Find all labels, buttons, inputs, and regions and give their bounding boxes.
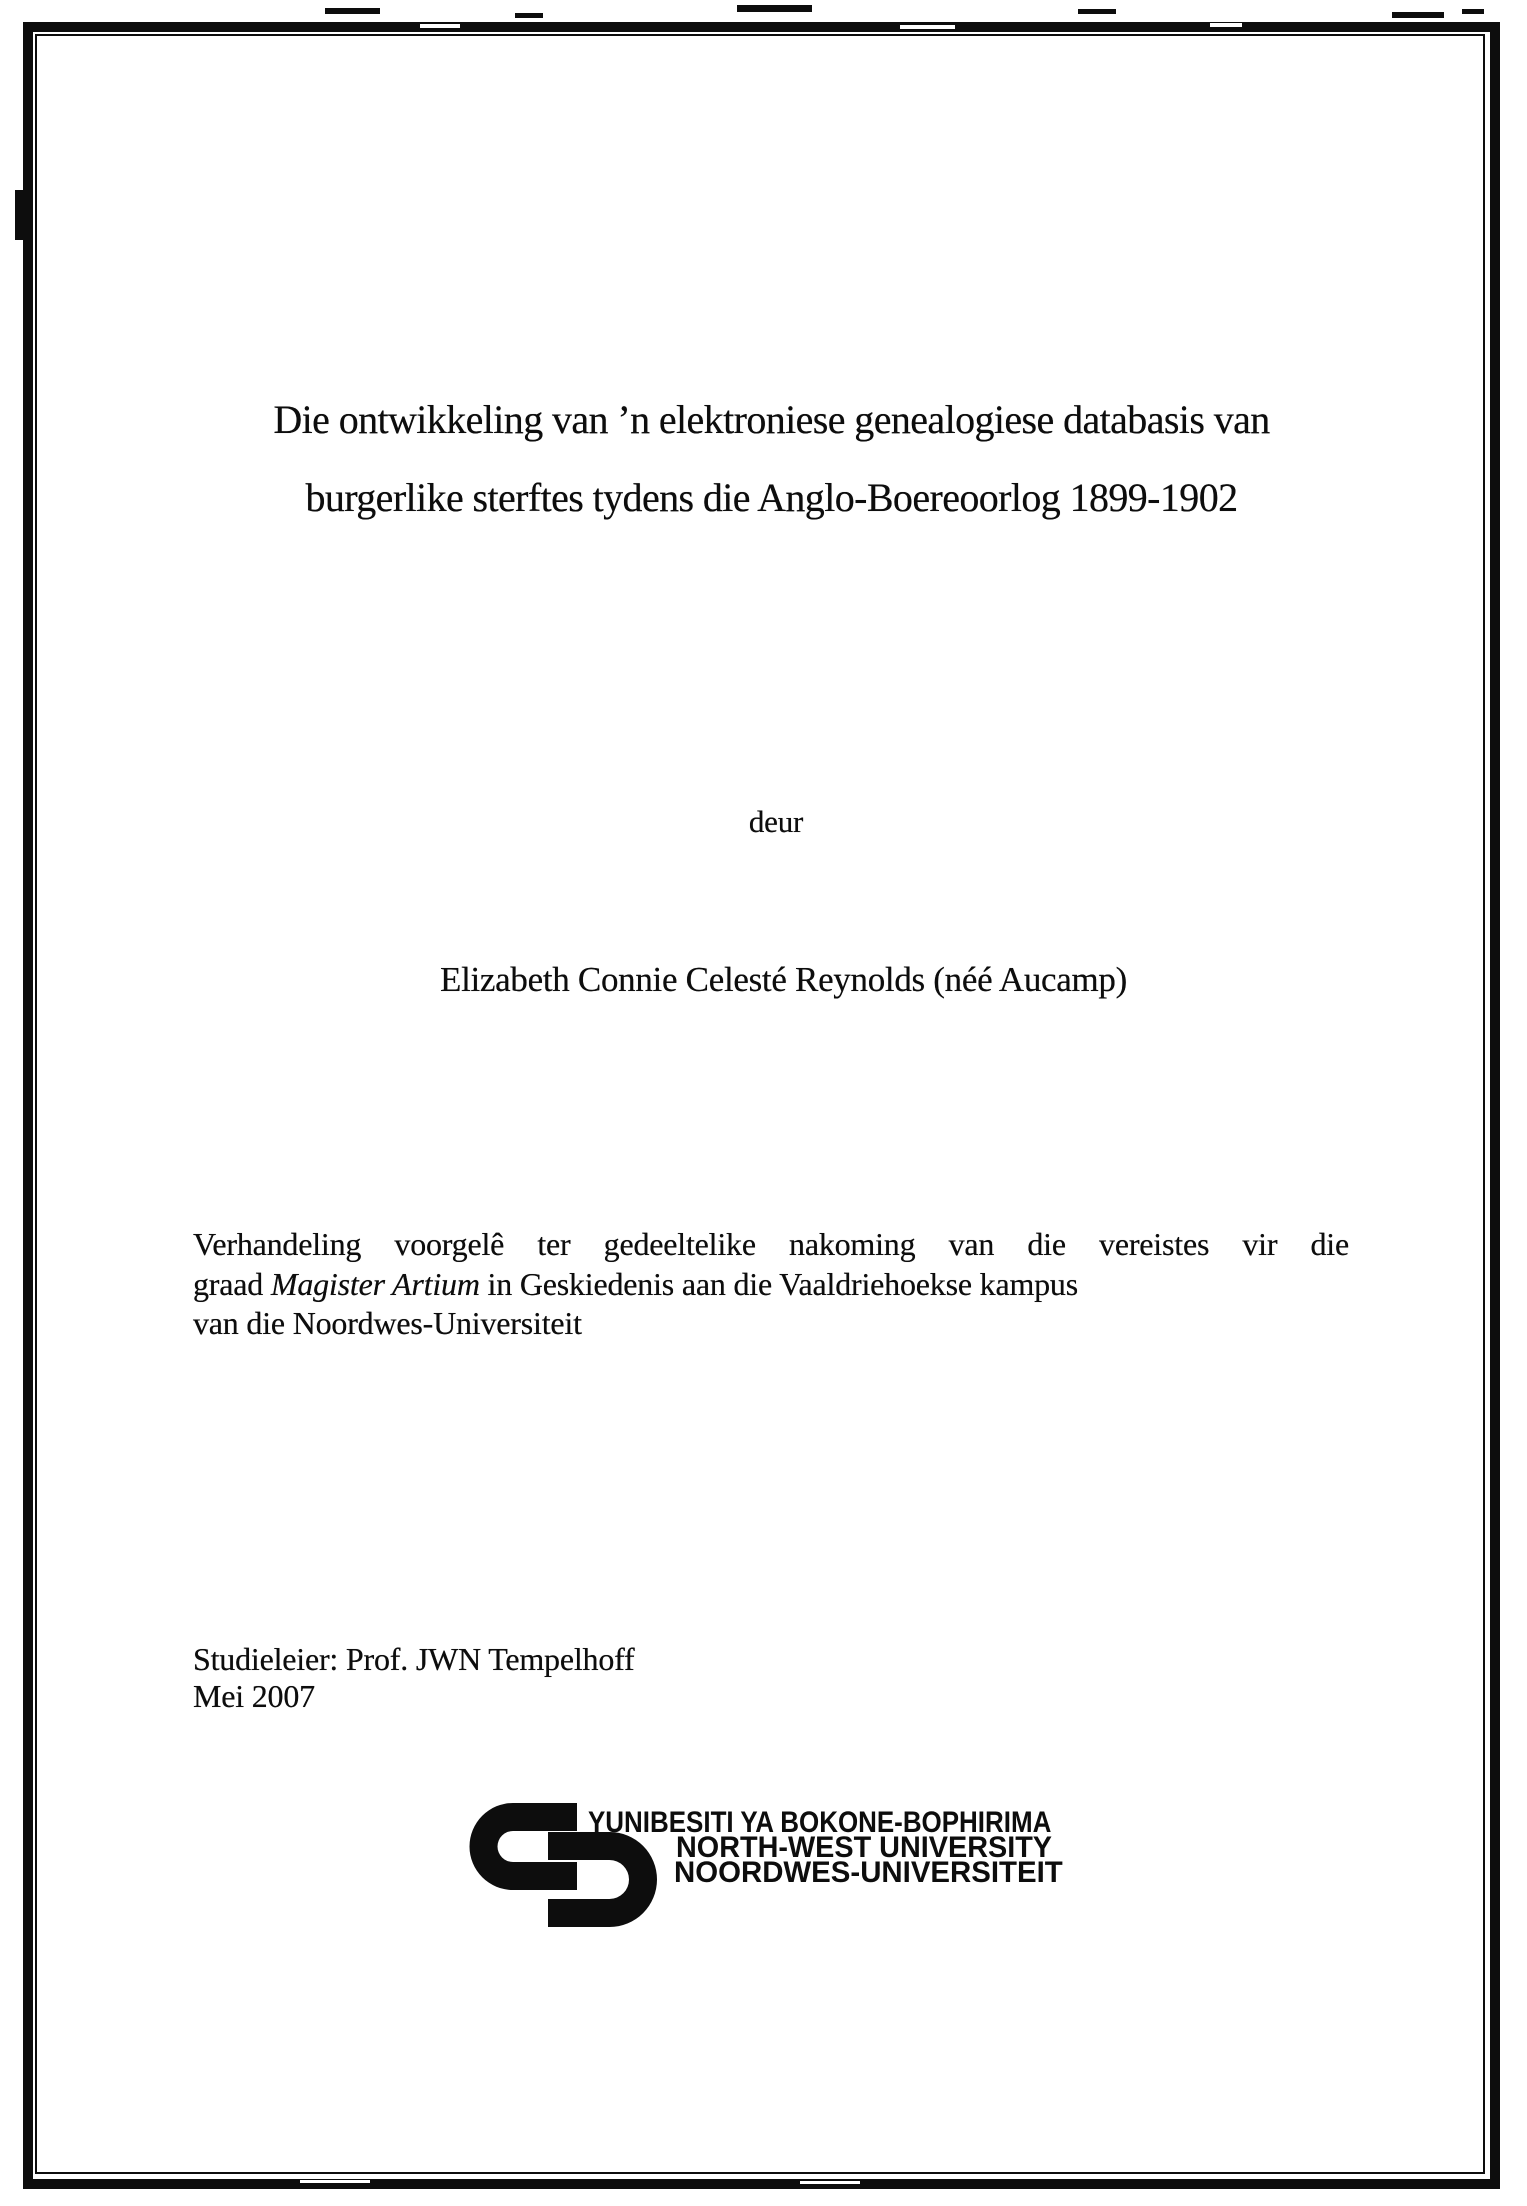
degree-line2-latin-title: Magister Artium bbox=[270, 1265, 480, 1302]
byline-deur: deur bbox=[748, 804, 804, 839]
scan-artifact bbox=[1078, 9, 1116, 14]
supervisor-block bbox=[193, 1641, 634, 1715]
scan-artifact bbox=[900, 25, 955, 29]
scan-artifact bbox=[737, 5, 812, 12]
logo-text-english: NORTH-WEST UNIVERSITY bbox=[676, 1831, 1053, 1864]
scan-artifact bbox=[1462, 9, 1484, 14]
degree-statement bbox=[193, 1225, 1349, 1344]
date-line: Mei 2007 bbox=[193, 1678, 315, 1714]
logo-text-setswana: YUNIBESITI YA BOKONE-BOPHIRIMA bbox=[588, 1806, 1052, 1839]
scan-artifact bbox=[515, 13, 543, 18]
degree-line2-suffix: in Geskiedenis aan die Vaaldriehoekse kampus bbox=[479, 1265, 1078, 1302]
degree-statement-line-2 bbox=[193, 1265, 1349, 1305]
thesis-title-line-1: Die ontwikkeling van ’n elektroniese genealogiese databasis van bbox=[273, 397, 1270, 442]
thesis-title-line-2: burgerlike sterftes tydens die Anglo-Boereoorlog 1899-1902 bbox=[305, 475, 1238, 520]
scan-artifact bbox=[800, 2181, 860, 2184]
logo-text-afrikaans: NOORDWES-UNIVERSITEIT bbox=[674, 1856, 1063, 1889]
scan-artifact bbox=[1210, 23, 1242, 27]
degree-statement-line-1: Verhandeling voorgelê ter gedeeltelike nakoming van die vereistes vir die bbox=[193, 1226, 1349, 1262]
scan-artifact bbox=[15, 190, 26, 240]
scan-artifact bbox=[1392, 12, 1444, 18]
supervisor-line: Studieleier: Prof. JWN Tempelhoff bbox=[193, 1641, 635, 1677]
degree-line2-prefix: graad bbox=[193, 1265, 271, 1302]
author-name: Elizabeth Connie Celesté Reynolds (néé Aucamp) bbox=[440, 960, 1127, 999]
scan-artifact bbox=[325, 8, 380, 14]
scan-artifact bbox=[300, 2180, 370, 2183]
degree-statement-line-3: van die Noordwes-Universiteit bbox=[193, 1305, 582, 1341]
scan-artifact bbox=[420, 24, 460, 28]
